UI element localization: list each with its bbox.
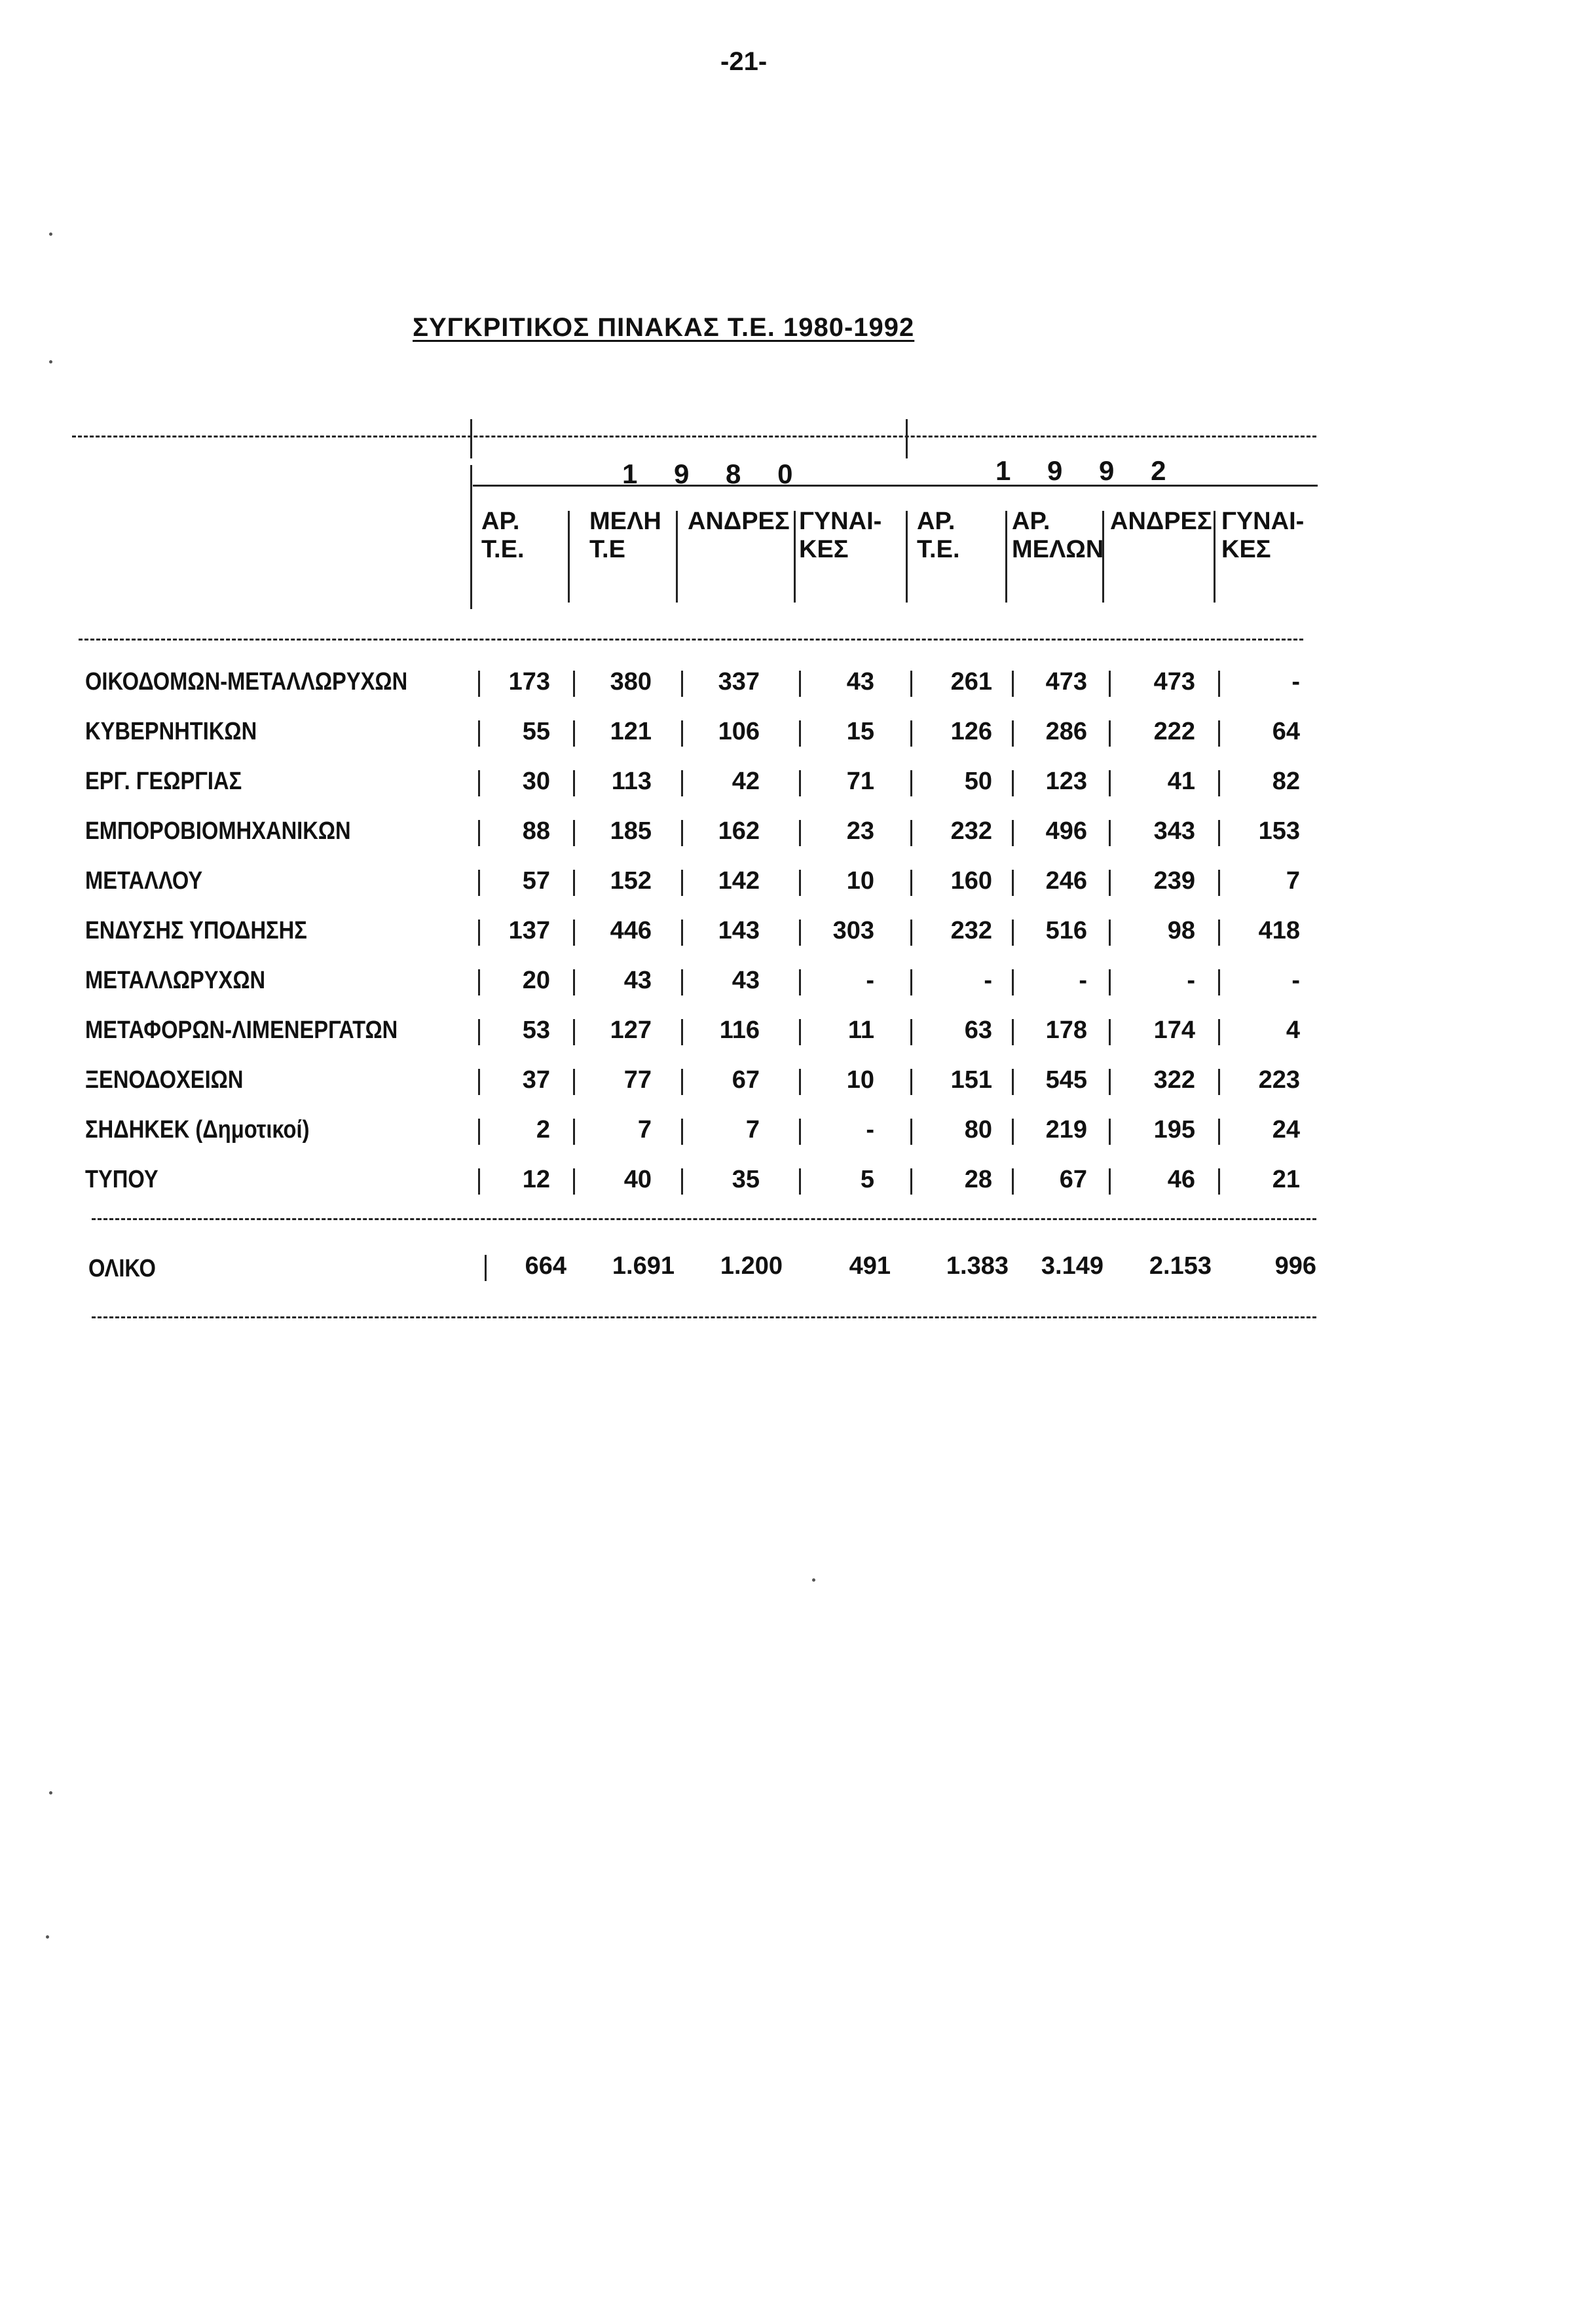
table-cell: 185 bbox=[610, 817, 652, 845]
row-bar bbox=[681, 820, 683, 846]
table-cell: 77 bbox=[623, 1066, 652, 1094]
table-cell: 46 bbox=[1167, 1166, 1195, 1193]
total-top-rule bbox=[92, 1218, 1316, 1220]
table-cell: 174 bbox=[1153, 1016, 1195, 1044]
header-1992-women: ΓΥΝΑΙ- ΚΕΣ bbox=[1221, 508, 1305, 563]
header-top-rule bbox=[72, 436, 1316, 437]
table-cell: 261 bbox=[950, 668, 992, 696]
row-bar bbox=[799, 1168, 801, 1195]
total-value: 2.153 bbox=[1149, 1252, 1212, 1280]
scan-speck bbox=[49, 360, 52, 363]
table-cell: - bbox=[866, 967, 874, 994]
row-bar bbox=[1109, 1069, 1111, 1095]
table-cell: 55 bbox=[522, 718, 550, 745]
table-cell: 219 bbox=[1045, 1116, 1087, 1144]
table-cell: - bbox=[1079, 967, 1087, 994]
row-bar bbox=[681, 671, 683, 697]
table-row bbox=[0, 668, 1596, 718]
row-bar bbox=[573, 1119, 575, 1145]
table-cell: 516 bbox=[1045, 917, 1087, 944]
table-row bbox=[0, 1066, 1596, 1116]
row-bar bbox=[478, 1168, 480, 1195]
table-row bbox=[0, 817, 1596, 867]
row-bar bbox=[1109, 820, 1111, 846]
total-value: 1.691 bbox=[612, 1252, 675, 1280]
table-cell: 43 bbox=[623, 967, 652, 994]
row-bar bbox=[478, 969, 480, 995]
table-cell: 337 bbox=[718, 668, 760, 696]
row-bar bbox=[1109, 870, 1111, 896]
table-cell: 21 bbox=[1272, 1166, 1300, 1193]
table-row bbox=[0, 1116, 1596, 1166]
scan-speck bbox=[49, 1791, 52, 1795]
row-bar bbox=[681, 1168, 683, 1195]
row-bar bbox=[573, 920, 575, 946]
row-bar bbox=[573, 969, 575, 995]
table-cell: 322 bbox=[1153, 1066, 1195, 1094]
table-cell: - bbox=[984, 967, 992, 994]
table-cell: 37 bbox=[522, 1066, 550, 1094]
table-cell: 151 bbox=[950, 1066, 992, 1094]
row-bar bbox=[573, 720, 575, 747]
row-bar bbox=[799, 1019, 801, 1045]
row-bar bbox=[681, 870, 683, 896]
column-separator bbox=[676, 511, 678, 603]
table-cell: 113 bbox=[611, 768, 652, 795]
row-bar bbox=[478, 1119, 480, 1145]
row-label: ΕΜΠΟΡΟΒΙΟΜΗΧΑΝΙΚΩΝ bbox=[85, 817, 351, 845]
row-bar bbox=[1109, 969, 1111, 995]
table-cell: 126 bbox=[950, 718, 992, 745]
header-1980-members: ΜΕΛΗ Τ.Ε bbox=[589, 508, 661, 563]
row-bar bbox=[799, 969, 801, 995]
row-label: ΕΝΔΥΣΗΣ ΥΠΟΔΗΣΗΣ bbox=[85, 917, 307, 944]
table-cell: 178 bbox=[1045, 1016, 1087, 1044]
table-row bbox=[0, 1016, 1596, 1066]
table-cell: 43 bbox=[732, 967, 760, 994]
header-1992-te-count: ΑΡ. Τ.Ε. bbox=[917, 508, 960, 563]
table-cell: 127 bbox=[610, 1016, 652, 1044]
row-bar bbox=[799, 720, 801, 747]
row-bar bbox=[681, 770, 683, 796]
table-cell: 239 bbox=[1153, 867, 1195, 895]
column-separator bbox=[470, 465, 472, 609]
table-row bbox=[0, 718, 1596, 768]
table-cell: 286 bbox=[1045, 718, 1087, 745]
row-bar bbox=[573, 1168, 575, 1195]
row-bar bbox=[478, 820, 480, 846]
table-cell: 67 bbox=[732, 1066, 760, 1094]
table-cell: 10 bbox=[846, 867, 874, 895]
column-separator bbox=[470, 419, 472, 458]
table-cell: 28 bbox=[964, 1166, 992, 1193]
table-row bbox=[0, 917, 1596, 967]
table-cell: 12 bbox=[522, 1166, 550, 1193]
row-bar bbox=[1109, 1019, 1111, 1045]
table-cell: 43 bbox=[846, 668, 874, 696]
row-bar bbox=[799, 770, 801, 796]
table-row bbox=[0, 1166, 1596, 1216]
header-1992-men: ΑΝΔΡΕΣ bbox=[1110, 508, 1212, 535]
row-bar bbox=[799, 1119, 801, 1145]
row-label: ΜΕΤΑΛΛΟΥ bbox=[85, 867, 203, 895]
row-bar bbox=[1109, 770, 1111, 796]
table-cell: 5 bbox=[860, 1166, 874, 1193]
table-cell: 82 bbox=[1272, 768, 1300, 795]
table-cell: 418 bbox=[1258, 917, 1300, 944]
table-cell: 121 bbox=[610, 718, 652, 745]
table-cell: 173 bbox=[508, 668, 550, 696]
table-cell: 42 bbox=[732, 768, 760, 795]
row-bar bbox=[799, 820, 801, 846]
column-separator bbox=[568, 511, 570, 603]
table-cell: 162 bbox=[718, 817, 760, 845]
column-separator bbox=[1102, 511, 1104, 603]
table-cell: 63 bbox=[964, 1016, 992, 1044]
table-cell: 160 bbox=[950, 867, 992, 895]
table-cell: - bbox=[1187, 967, 1195, 994]
table-cell: 106 bbox=[718, 718, 760, 745]
table-cell: 123 bbox=[1045, 768, 1087, 795]
scan-speck bbox=[812, 1578, 815, 1582]
total-value: 1.200 bbox=[720, 1252, 783, 1280]
row-bar bbox=[573, 671, 575, 697]
table-cell: 98 bbox=[1167, 917, 1195, 944]
table-cell: 303 bbox=[832, 917, 874, 944]
table-cell: 153 bbox=[1258, 817, 1300, 845]
row-bar bbox=[573, 770, 575, 796]
header-bottom-rule bbox=[79, 639, 1303, 641]
table-cell: 142 bbox=[718, 867, 760, 895]
row-bar bbox=[478, 720, 480, 747]
total-value: 996 bbox=[1274, 1252, 1316, 1280]
table-cell: 64 bbox=[1272, 718, 1300, 745]
header-1980-te-count: ΑΡ. Τ.Ε. bbox=[481, 508, 525, 563]
table-cell: 232 bbox=[950, 817, 992, 845]
table-cell: 496 bbox=[1045, 817, 1087, 845]
total-value: 664 bbox=[525, 1252, 566, 1280]
table-cell: 545 bbox=[1045, 1066, 1087, 1094]
table-cell: 88 bbox=[522, 817, 550, 845]
row-bar bbox=[573, 1069, 575, 1095]
table-cell: - bbox=[1291, 668, 1300, 696]
row-label: ΕΡΓ. ΓΕΩΡΓΙΑΣ bbox=[85, 768, 242, 795]
header-1992-members: ΑΡ. ΜΕΛΩΝ bbox=[1012, 508, 1104, 563]
row-bar bbox=[799, 1069, 801, 1095]
total-row bbox=[0, 1252, 1596, 1302]
total-value: 3.149 bbox=[1041, 1252, 1104, 1280]
table-cell: 30 bbox=[522, 768, 550, 795]
column-separator bbox=[906, 419, 908, 458]
table-cell: 11 bbox=[847, 1016, 874, 1044]
row-bar bbox=[799, 920, 801, 946]
row-label: ΞΕΝΟΔΟΧΕΙΩΝ bbox=[85, 1066, 244, 1094]
table-cell: 2 bbox=[536, 1116, 550, 1144]
table-cell: 71 bbox=[846, 768, 874, 795]
row-label: ΜΕΤΑΛΛΩΡΥΧΩΝ bbox=[85, 967, 266, 994]
row-bar bbox=[681, 1019, 683, 1045]
row-bar bbox=[681, 1069, 683, 1095]
table-cell: 143 bbox=[718, 917, 760, 944]
column-separator bbox=[906, 511, 908, 603]
scan-speck bbox=[49, 232, 52, 236]
year-1992-heading: 1 9 9 2 bbox=[995, 455, 1181, 486]
row-label: ΤΥΠΟΥ bbox=[85, 1166, 158, 1193]
table-cell: 53 bbox=[522, 1016, 550, 1044]
table-cell: 116 bbox=[719, 1016, 760, 1044]
table-cell: 7 bbox=[1286, 867, 1300, 895]
table-cell: 7 bbox=[745, 1116, 760, 1144]
page-number: -21- bbox=[720, 47, 768, 76]
header-1980-men: ΑΝΔΡΕΣ bbox=[688, 508, 790, 535]
table-cell: 137 bbox=[508, 917, 550, 944]
table-cell: 20 bbox=[522, 967, 550, 994]
row-bar bbox=[681, 969, 683, 995]
total-bottom-rule bbox=[92, 1316, 1316, 1318]
row-bar bbox=[573, 870, 575, 896]
row-label: ΟΙΚΟΔΟΜΩΝ-ΜΕΤΑΛΛΩΡΥΧΩΝ bbox=[85, 668, 408, 696]
table-cell: 57 bbox=[522, 867, 550, 895]
table-cell: 343 bbox=[1153, 817, 1195, 845]
table-title: ΣΥΓΚΡΙΤΙΚΟΣ ΠΙΝΑΚΑΣ Τ.Ε. 1980-1992 bbox=[413, 313, 915, 342]
column-separator bbox=[1005, 511, 1007, 603]
year-underline bbox=[473, 485, 1318, 487]
table-cell: 152 bbox=[610, 867, 652, 895]
row-label: ΣΗΔΗΚΕΚ (Δημοτικοί) bbox=[85, 1116, 310, 1144]
row-bar bbox=[681, 920, 683, 946]
table-cell: 41 bbox=[1167, 768, 1195, 795]
table-cell: 7 bbox=[637, 1116, 652, 1144]
row-bar bbox=[1109, 920, 1111, 946]
table-cell: 35 bbox=[732, 1166, 760, 1193]
table-cell: 80 bbox=[964, 1116, 992, 1144]
table-cell: 473 bbox=[1045, 668, 1087, 696]
row-bar bbox=[478, 1019, 480, 1045]
row-label: ΜΕΤΑΦΟΡΩΝ-ΛΙΜΕΝΕΡΓΑΤΩΝ bbox=[85, 1016, 398, 1044]
table-cell: 15 bbox=[846, 718, 874, 745]
row-bar bbox=[478, 870, 480, 896]
row-bar bbox=[1109, 1168, 1111, 1195]
row-bar bbox=[681, 720, 683, 747]
row-bar bbox=[1109, 1119, 1111, 1145]
row-bar bbox=[799, 870, 801, 896]
row-bar bbox=[478, 770, 480, 796]
table-cell: 232 bbox=[950, 917, 992, 944]
column-separator bbox=[794, 511, 796, 603]
table-cell: 40 bbox=[623, 1166, 652, 1193]
total-value: 491 bbox=[849, 1252, 891, 1280]
table-cell: - bbox=[866, 1116, 874, 1144]
row-bar bbox=[478, 920, 480, 946]
table-row bbox=[0, 867, 1596, 917]
table-cell: 4 bbox=[1286, 1016, 1300, 1044]
row-bar bbox=[799, 671, 801, 697]
year-1980-heading: 1 9 8 0 bbox=[622, 458, 807, 489]
table-cell: 222 bbox=[1153, 718, 1195, 745]
table-cell: 223 bbox=[1258, 1066, 1300, 1094]
table-cell: 50 bbox=[964, 768, 992, 795]
header-1980-women: ΓΥΝΑΙ- ΚΕΣ bbox=[799, 508, 882, 563]
row-bar bbox=[681, 1119, 683, 1145]
table-cell: 10 bbox=[846, 1066, 874, 1094]
table-cell: 446 bbox=[610, 917, 652, 944]
table-cell: 380 bbox=[610, 668, 652, 696]
table-row bbox=[0, 768, 1596, 817]
table-cell: 23 bbox=[846, 817, 874, 845]
row-label: ΚΥΒΕΡΝΗΤΙΚΩΝ bbox=[85, 718, 257, 745]
table-cell: 67 bbox=[1059, 1166, 1087, 1193]
table-cell: 473 bbox=[1153, 668, 1195, 696]
row-bar bbox=[1109, 720, 1111, 747]
table-cell: 246 bbox=[1045, 867, 1087, 895]
row-bar bbox=[485, 1255, 487, 1281]
table-cell: 24 bbox=[1272, 1116, 1300, 1144]
row-bar bbox=[478, 671, 480, 697]
row-bar bbox=[573, 820, 575, 846]
table-row bbox=[0, 967, 1596, 1016]
row-bar bbox=[573, 1019, 575, 1045]
scan-speck bbox=[46, 1935, 49, 1939]
total-label: ΟΛΙΚΟ bbox=[88, 1255, 156, 1282]
column-separator bbox=[1214, 511, 1216, 603]
row-bar bbox=[1109, 671, 1111, 697]
table-cell: 195 bbox=[1153, 1116, 1195, 1144]
row-bar bbox=[478, 1069, 480, 1095]
table-cell: - bbox=[1291, 967, 1300, 994]
total-value: 1.383 bbox=[946, 1252, 1009, 1280]
